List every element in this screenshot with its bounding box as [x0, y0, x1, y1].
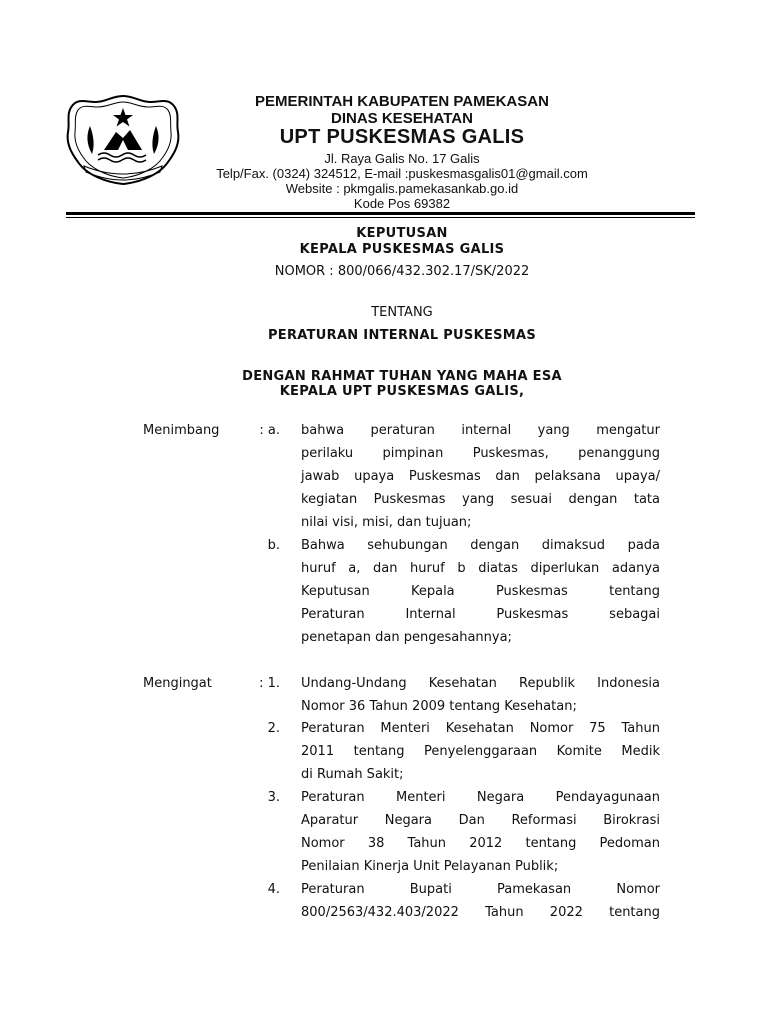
list-item-text — [301, 672, 660, 718]
letterhead-government: PEMERINTAH KABUPATEN PAMEKASAN — [255, 93, 549, 110]
text-line: perilaku pimpinan Puskesmas, penanggung — [301, 446, 660, 461]
letterhead-agency: DINAS KESEHATAN — [331, 110, 473, 127]
letterhead-address: Jl. Raya Galis No. 17 Galis — [324, 151, 480, 166]
text-line: Nomor 38 Tahun 2012 tentang Pedoman — [301, 836, 660, 851]
list-item-text — [301, 717, 660, 786]
text-line: Aparatur Negara Dan Reformasi Birokrasi — [301, 813, 660, 828]
text-line: Peraturan Menteri Kesehatan Nomor 75 Tahun — [301, 721, 660, 736]
item-number: : 1. — [259, 676, 280, 691]
letterhead-divider-thick — [66, 212, 695, 215]
section-label-mengingat: Mengingat — [143, 676, 212, 691]
decree-title: KEPUTUSAN — [356, 226, 448, 241]
text-line: 2011 tentang Penyelenggaraan Komite Medik — [301, 744, 660, 759]
item-number: 4. — [267, 882, 280, 897]
item-number: 2. — [267, 721, 280, 736]
text-line: jawab upaya Puskesmas dan pelaksana upaya/ — [301, 469, 660, 484]
letterhead-institution: UPT PUSKESMAS GALIS — [279, 126, 525, 148]
list-item-text — [301, 419, 660, 534]
section-label-menimbang: Menimbang — [143, 423, 220, 438]
invocation-line-1: DENGAN RAHMAT TUHAN YANG MAHA ESA — [242, 369, 562, 384]
text-line: di Rumah Sakit; — [301, 767, 404, 782]
decree-number: NOMOR : 800/066/432.302.17/SK/2022 — [274, 264, 530, 279]
list-item-text — [301, 878, 660, 924]
text-line: nilai visi, misi, dan tujuan; — [301, 515, 472, 530]
text-line: Keputusan Kepala Puskesmas tentang — [301, 584, 660, 599]
item-number: 3. — [267, 790, 280, 805]
decree-subject: PERATURAN INTERNAL PUSKESMAS — [267, 328, 537, 343]
list-item-text — [301, 786, 660, 878]
letterhead-postal-code: Kode Pos 69382 — [353, 196, 451, 211]
text-line: Nomor 36 Tahun 2009 tentang Kesehatan; — [301, 699, 577, 714]
decree-issuer: KEPALA PUSKESMAS GALIS — [299, 242, 505, 257]
list-item-text — [301, 534, 660, 649]
item-number: b. — [267, 538, 280, 553]
invocation-line-2: KEPALA UPT PUSKESMAS GALIS, — [279, 384, 525, 399]
text-line: penetapan dan pengesahannya; — [301, 630, 512, 645]
text-line: bahwa peraturan internal yang mengatur — [301, 423, 660, 438]
text-line: 800/2563/432.403/2022 Tahun 2022 tentang — [301, 905, 660, 920]
item-number: : a. — [259, 423, 280, 438]
text-line: Peraturan Menteri Negara Pendayagunaan — [301, 790, 660, 805]
text-line: huruf a, dan huruf b diatas diperlukan adanya — [301, 561, 660, 576]
text-line: kegiatan Puskesmas yang sesuai dengan tata — [301, 492, 660, 507]
text-line: Peraturan Bupati Pamekasan Nomor — [301, 882, 660, 897]
letterhead-website: Website : pkmgalis.pamekasankab.go.id — [285, 181, 519, 196]
text-line: Undang-Undang Kesehatan Republik Indonesia — [301, 676, 660, 691]
text-line: Bahwa sehubungan dengan dimaksud pada — [301, 538, 660, 553]
letterhead-divider-thin — [66, 217, 695, 218]
text-line: Peraturan Internal Puskesmas sebagai — [301, 607, 660, 622]
text-line: Penilaian Kinerja Unit Pelayanan Publik; — [301, 859, 559, 874]
decree-about: TENTANG — [371, 305, 433, 320]
letterhead-contact: Telp/Fax. (0324) 324512, E-mail :puskesmasgalis01@gmail.com — [216, 166, 588, 181]
